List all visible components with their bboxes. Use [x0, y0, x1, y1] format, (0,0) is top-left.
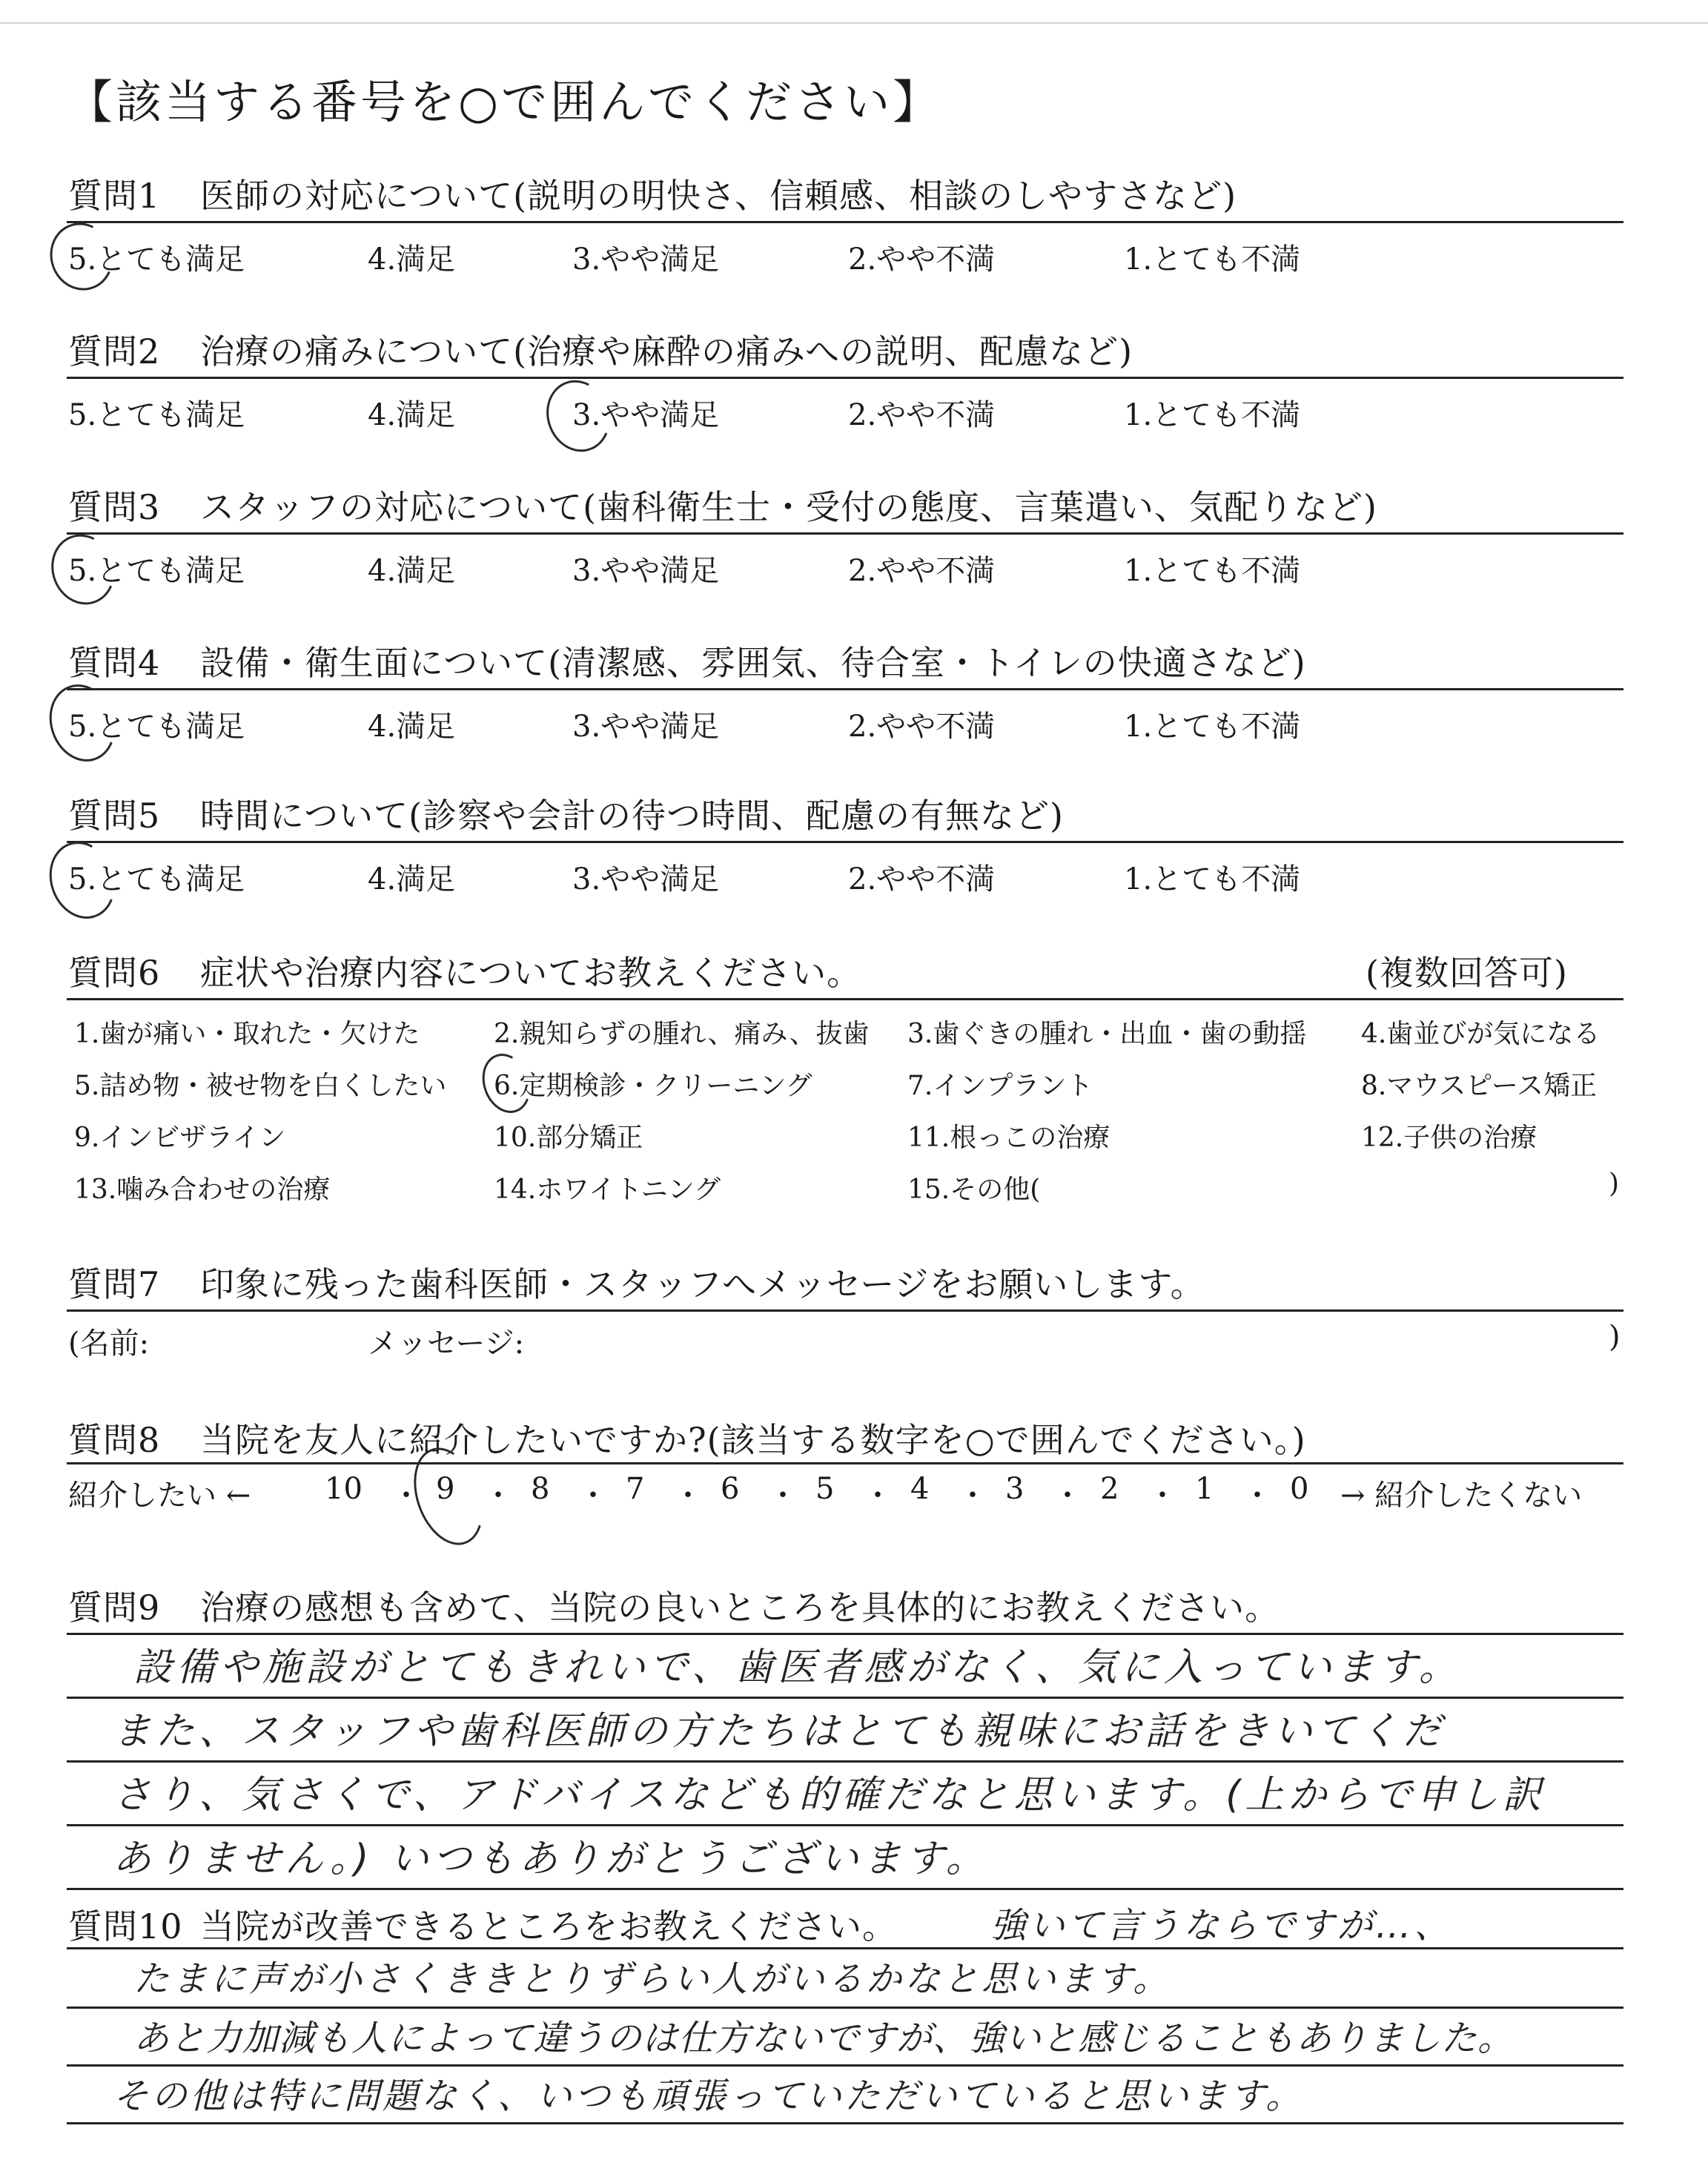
question-text: スタッフの対応について(歯科衛生士・受付の態度、言葉遣い、気配りなど): [200, 487, 1377, 527]
question-number: 質問2: [68, 331, 161, 371]
question-number: 質問7: [68, 1264, 161, 1304]
answer-line: [67, 1760, 1623, 1763]
other-close-paren: ): [1609, 1169, 1620, 1199]
answer-line: [67, 2122, 1623, 2124]
option-4[interactable]: 4.満足: [368, 242, 456, 277]
symptom-option[interactable]: 1.歯が痛い・取れた・欠けた: [74, 1019, 420, 1049]
option-5[interactable]: 5.とても満足: [68, 710, 245, 744]
question-2-title: [68, 325, 1133, 374]
selection-circle: [537, 371, 620, 461]
handwritten-inline-answer: 強いて言うならですが…、: [990, 1905, 1453, 1946]
option-4[interactable]: 4.満足: [368, 398, 456, 432]
question-number: 質問3: [68, 487, 161, 527]
selection-circle: [474, 1047, 538, 1120]
answer-line: [67, 1824, 1623, 1826]
scale-dot: ・: [768, 1479, 798, 1513]
selection-circle: [39, 832, 125, 928]
answer-line: [67, 1633, 1623, 1635]
option-5[interactable]: 5.とても満足: [68, 398, 245, 432]
option-5[interactable]: 5.とても満足: [68, 862, 245, 896]
question-9-title: [68, 1581, 1280, 1630]
question-5-title: [68, 789, 1064, 838]
option-1[interactable]: 1.とても不満: [1124, 710, 1301, 744]
scale-value[interactable]: 5: [815, 1472, 835, 1506]
symptom-option[interactable]: 13.噛み合わせの治療: [74, 1175, 331, 1205]
page-heading: 【該当する番号を○で囲んでください】: [67, 75, 942, 129]
question-text: 医師の対応について(説明の明快さ、信頼感、相談のしやすさなど): [200, 176, 1237, 216]
selection-circle: [41, 214, 122, 299]
question-number: 質問1: [68, 176, 161, 216]
handwritten-answer-line: その他は特に問題なく、いつも頑張っていただいていると思います。: [113, 2075, 1305, 2117]
symptom-option[interactable]: 15.その他(: [907, 1175, 1041, 1205]
question-2-rule: [67, 377, 1623, 379]
question-7-rule: [67, 1309, 1623, 1312]
question-4-title: [68, 636, 1306, 685]
option-3[interactable]: 3.やや満足: [572, 554, 720, 588]
multiple-answers-note: (複数回答可): [1366, 953, 1568, 993]
question-number: 質問8: [68, 1420, 161, 1460]
question-number: 質問6: [68, 953, 161, 993]
question-1-rule: [67, 221, 1623, 223]
option-4[interactable]: 4.満足: [368, 710, 456, 744]
answer-line: [67, 2064, 1623, 2067]
scale-dot: ・: [1148, 1479, 1177, 1513]
symptom-option[interactable]: 10.部分矯正: [494, 1123, 643, 1153]
symptom-option[interactable]: 11.根っこの治療: [907, 1123, 1110, 1153]
symptom-option[interactable]: 3.歯ぐきの腫れ・出血・歯の動揺: [907, 1019, 1307, 1049]
scale-dot: ・: [483, 1479, 513, 1513]
answer-line: [67, 1888, 1623, 1890]
option-5[interactable]: 5.とても満足: [68, 554, 245, 588]
scale-value[interactable]: 10: [325, 1472, 363, 1506]
selection-circle: [42, 526, 125, 614]
option-2[interactable]: 2.やや不満: [848, 398, 996, 432]
symptom-option[interactable]: 7.インプラント: [907, 1071, 1093, 1101]
scale-value[interactable]: 0: [1290, 1472, 1309, 1506]
question-text: 治療の痛みについて(治療や麻酔の痛みへの説明、配慮など): [200, 331, 1133, 371]
question-number: 質問4: [68, 643, 161, 683]
symptom-option[interactable]: 9.インビザライン: [74, 1123, 286, 1153]
scale-left-label: 紹介したい ←: [68, 1479, 251, 1513]
question-number: 質問10: [68, 1906, 183, 1946]
answer-line: [67, 1947, 1623, 1949]
answer-line: [67, 1697, 1623, 1699]
option-4[interactable]: 4.満足: [368, 862, 456, 896]
question-3-rule: [67, 532, 1623, 535]
scale-value[interactable]: 9: [436, 1472, 455, 1506]
scale-dot: ・: [578, 1479, 608, 1513]
question-3-title: [68, 480, 1377, 529]
symptom-option[interactable]: 4.歯並びが気になる: [1361, 1019, 1601, 1049]
scale-dot: ・: [958, 1479, 987, 1513]
question-6-title: [68, 946, 1568, 995]
scale-value[interactable]: 1: [1195, 1472, 1214, 1506]
answer-line: [67, 2007, 1623, 2009]
scale-right-label: → 紹介したくない: [1340, 1479, 1583, 1513]
symptom-option[interactable]: 6.定期検診・クリーニング: [494, 1071, 812, 1101]
option-2[interactable]: 2.やや不満: [848, 862, 996, 896]
scale-dot: ・: [673, 1479, 703, 1513]
question-number: 質問9: [68, 1588, 161, 1628]
question-10-title: [68, 1900, 897, 1949]
scale-value[interactable]: 6: [721, 1472, 740, 1506]
scale-dot: ・: [863, 1479, 893, 1513]
handwritten-answer-line: たまに声が小さくききとりずらい人がいるかなと思います。: [133, 1958, 1172, 2000]
symptom-option[interactable]: 12.子供の治療: [1361, 1123, 1537, 1153]
scale-value[interactable]: 2: [1100, 1472, 1119, 1506]
question-8-rule: [67, 1462, 1623, 1464]
scale-dot: ・: [391, 1479, 421, 1513]
option-2[interactable]: 2.やや不満: [848, 242, 996, 277]
option-1[interactable]: 1.とても不満: [1124, 862, 1301, 896]
question-7-title: [68, 1258, 1205, 1307]
option-1[interactable]: 1.とても不満: [1124, 242, 1301, 277]
option-3[interactable]: 3.やや満足: [572, 398, 720, 432]
handwritten-answer-line: ありません。) いつもありがとうございます。: [113, 1837, 989, 1881]
question-6-rule: [67, 998, 1623, 1000]
handwritten-answer-line: 設備や施設がとてもきれいで、歯医者感がなく、気に入っています。: [133, 1645, 1462, 1690]
name-field-label: (名前:: [68, 1327, 150, 1361]
question-5-rule: [67, 841, 1623, 843]
scale-value[interactable]: 8: [531, 1472, 550, 1506]
option-2[interactable]: 2.やや不満: [848, 710, 996, 744]
option-1[interactable]: 1.とても不満: [1124, 554, 1301, 588]
question-text: 症状や治療内容についてお教えください。: [200, 953, 862, 993]
symptom-option[interactable]: 2.親知らずの腫れ、痛み、抜歯: [494, 1019, 870, 1049]
scale-value[interactable]: 7: [626, 1472, 645, 1506]
handwritten-answer-line: また、スタッフや歯科医師の方たちはとても親味にお話をきいてくだ: [113, 1709, 1446, 1754]
scale-dot: ・: [1053, 1479, 1082, 1513]
scale-value[interactable]: 3: [1005, 1472, 1025, 1506]
question-text: 当院が改善できるところをお教えください。: [200, 1906, 897, 1946]
close-paren: ): [1609, 1320, 1621, 1354]
question-4-rule: [67, 688, 1623, 690]
scale-dot: ・: [1242, 1479, 1272, 1513]
question-8-title: [68, 1413, 1306, 1462]
handwritten-answer-line: さり、気さくで、アドバイスなども的確だなと思います。(上からで申し訳: [113, 1773, 1546, 1817]
option-2[interactable]: 2.やや不満: [848, 554, 996, 588]
question-text: 印象に残った歯科医師・スタッフへメッセージをお願いします。: [200, 1264, 1205, 1304]
top-edge-line: [0, 22, 1708, 24]
option-3[interactable]: 3.やや満足: [572, 710, 720, 744]
option-3[interactable]: 3.やや満足: [572, 242, 720, 277]
question-1-title: [68, 169, 1237, 218]
question-text: 時間について(診察や会計の待つ時間、配慮の有無など): [200, 796, 1064, 836]
scale-value[interactable]: 4: [910, 1472, 930, 1506]
option-1[interactable]: 1.とても不満: [1124, 398, 1301, 432]
option-5[interactable]: 5.とても満足: [68, 242, 245, 277]
option-4[interactable]: 4.満足: [368, 554, 456, 588]
handwritten-answer-line: あと力加減も人によって違うのは仕方ないですが、強いと感じることもありました。: [133, 2018, 1515, 2059]
symptom-option[interactable]: 14.ホワイトニング: [494, 1175, 721, 1205]
symptom-option[interactable]: 8.マウスピース矯正: [1361, 1071, 1598, 1101]
message-field-label: メッセージ:: [368, 1327, 525, 1361]
option-3[interactable]: 3.やや満足: [572, 862, 720, 896]
question-number: 質問5: [68, 796, 161, 836]
question-text: 当院を友人に紹介したいですか?(該当する数字を○で囲んでください。): [200, 1420, 1306, 1460]
symptom-option[interactable]: 5.詰め物・被せ物を白くしたい: [74, 1071, 447, 1101]
question-text: 設備・衛生面について(清潔感、雰囲気、待合室・トイレの快適さなど): [200, 643, 1306, 683]
question-text: 治療の感想も含めて、当院の良いところを具体的にお教えください。: [200, 1588, 1280, 1628]
